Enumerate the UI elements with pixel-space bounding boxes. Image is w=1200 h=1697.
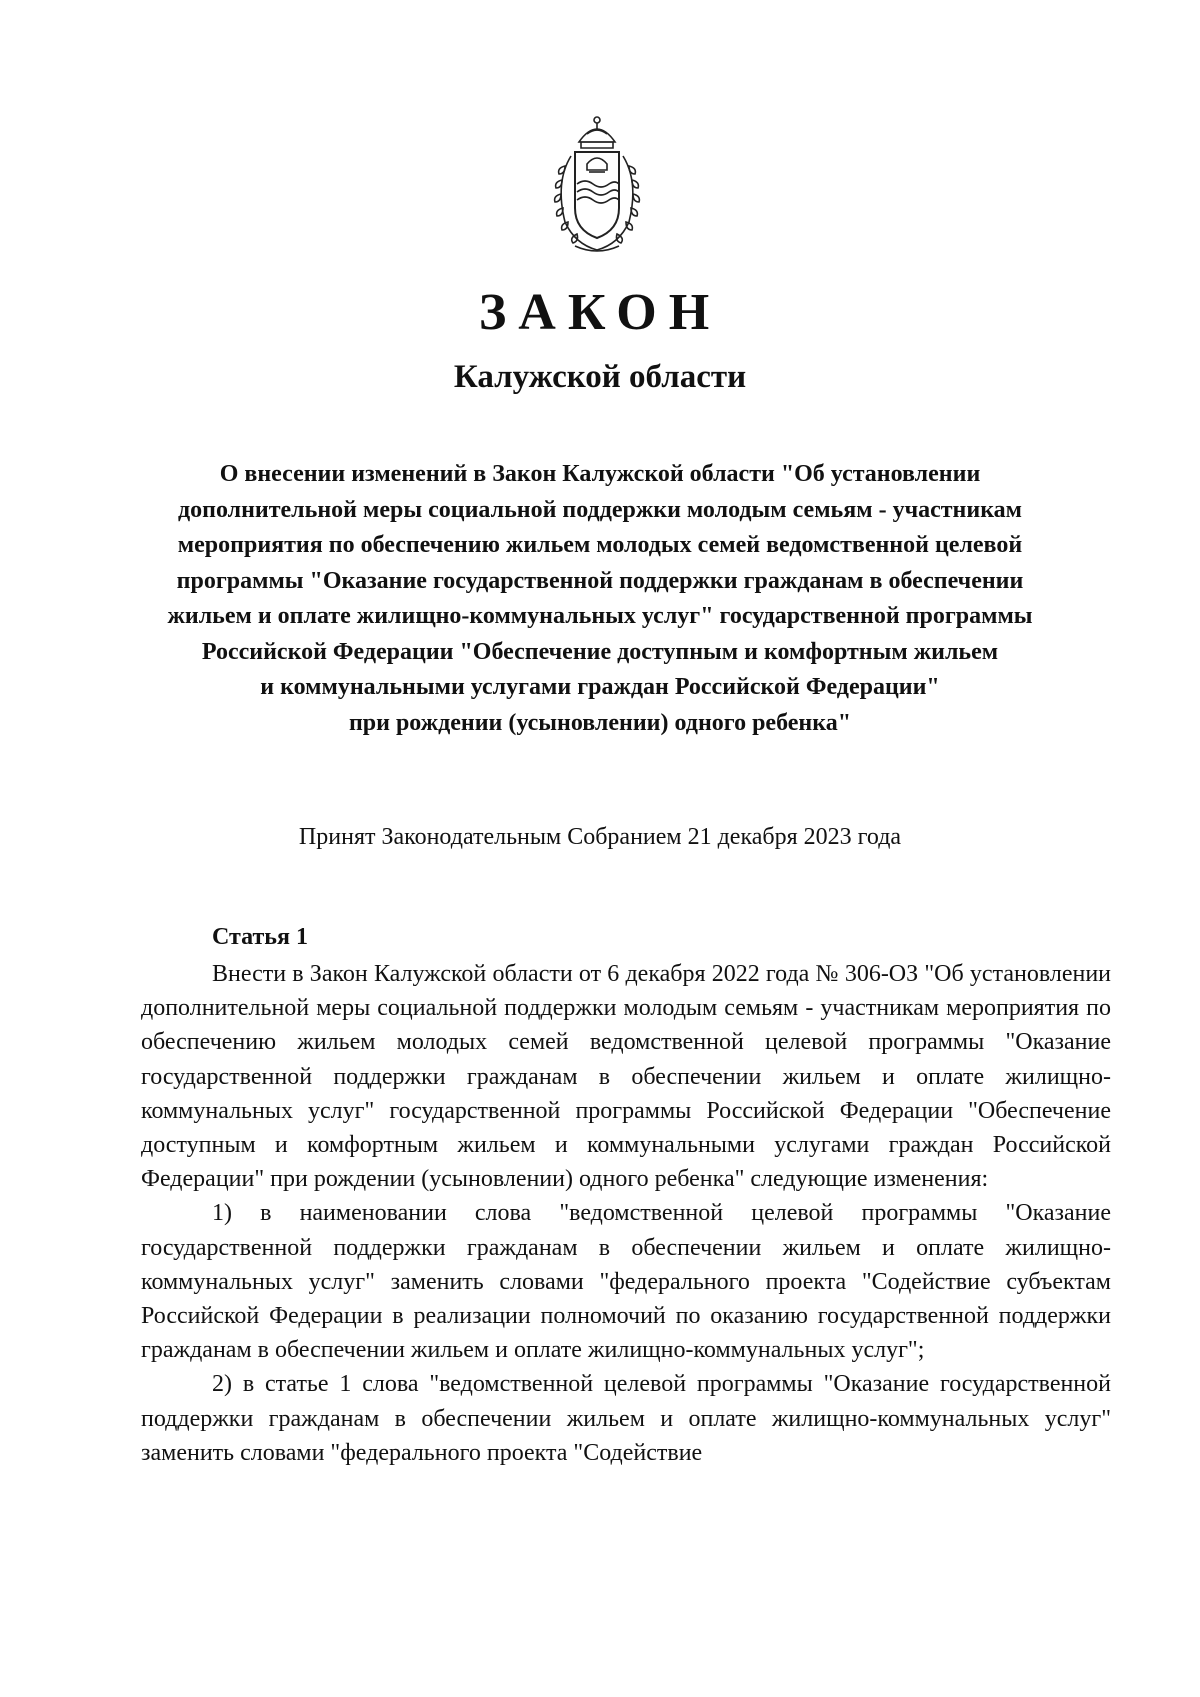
heading-line: дополнительной меры социальной поддержки молодым семьям - участникам [177, 496, 1023, 523]
document-title: ЗАКОН [478, 284, 722, 341]
article-body [141, 957, 1111, 1470]
heading-line: и коммунальными услугами граждан Российской Федерации" [260, 674, 940, 700]
heading-line: Российской Федерации "Обеспечение доступным и комфортным жильем [201, 638, 999, 665]
heading-line: программы "Оказание государственной поддержки гражданам в обеспечении [176, 567, 1024, 594]
adoption-note: Принят Законодательным Собранием 21 декабря 2023 года [298, 824, 902, 850]
article-paragraph: 1) в наименовании слова "ведомственной целевой программы "Оказание государственной поддержки гражданам в обеспечении жильем и оплате жилищно-коммунальных услуг" заменить словами "федерального проекта "Содействие субъектам Российской Федерации в реализации полномочий по оказанию государственной поддержки гражданам в обеспечении жильем и оплате жилищно-коммунальных услуг"; [141, 1200, 1111, 1364]
law-heading [100, 457, 1100, 741]
article-title: Статья 1 [212, 924, 308, 950]
coat-of-arms-icon [535, 112, 659, 254]
heading-line: мероприятия по обеспечению жильем молодых семей ведомственной целевой [177, 532, 1023, 558]
heading-line: жильем и оплате жилищно-коммунальных услуг" государственной программы [167, 603, 1033, 629]
heading-line: при рождении (усыновлении) одного ребенка" [348, 709, 852, 736]
article-paragraph: Внести в Закон Калужской области от 6 декабря 2022 года № 306-ОЗ "Об установлении дополнительной меры социальной поддержки молодым семьям - участникам мероприятия по обеспечению жильем молодых семей ведомственной целевой программы "Оказание государственной поддержки гражданам в обеспечении жильем и оплате жилищно-коммунальных услуг" государственной программы Российской Федерации "Обеспечение доступным и комфортным жильем и коммунальными услугами граждан Российской Федерации" при рождении (усыновлении) одного ребенка" следующие изменения: [141, 961, 1111, 1193]
heading-line: О внесении изменений в Закон Калужской области "Об установлении [219, 461, 981, 487]
article-paragraph: 2) в статье 1 слова "ведомственной целевой программы "Оказание государственной поддержки гражданам в обеспечении жильем и оплате жилищно-коммунальных услуг" заменить словами "федерального проекта "Содействие [141, 1371, 1111, 1466]
document-subtitle: Калужской области [453, 359, 747, 395]
